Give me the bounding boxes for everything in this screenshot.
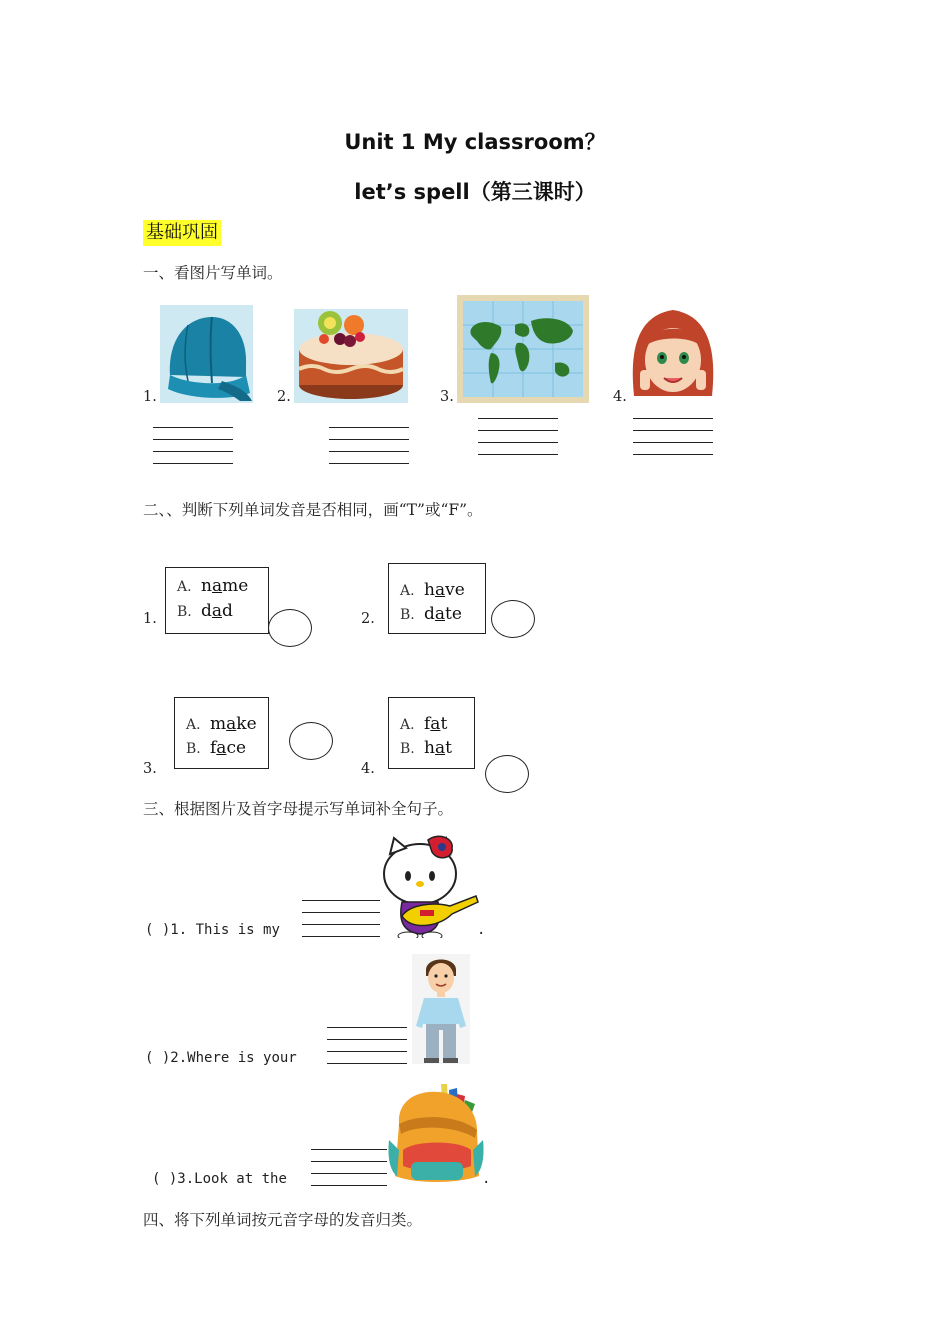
- option-a: A. fat: [400, 714, 448, 734]
- option-b: B. face: [186, 738, 247, 758]
- world-map-icon: [457, 295, 589, 403]
- answer-circle[interactable]: [268, 609, 312, 647]
- answer-circle[interactable]: [491, 600, 535, 638]
- s2-item-number: 2.: [361, 611, 375, 627]
- boy-figure-icon: [412, 954, 470, 1064]
- page-title: Unit 1 My classroom？: [344, 130, 606, 154]
- word-pair-box: [174, 697, 269, 769]
- answer-circle[interactable]: [485, 755, 529, 793]
- sentence-3: ( )3.Look at the: [152, 1171, 287, 1187]
- answer-lines[interactable]: [329, 427, 409, 464]
- sentence-2: ( )2.Where is your: [145, 1050, 297, 1066]
- answer-lines[interactable]: [302, 900, 380, 937]
- s1-item-number: 2.: [277, 389, 291, 405]
- fruit-cake-icon: [294, 309, 408, 403]
- s1-item-number: 1.: [143, 389, 157, 405]
- option-a: A. name: [177, 576, 249, 596]
- s2-item-number: 3.: [143, 761, 157, 777]
- word-pair-box: [388, 563, 486, 634]
- s2-item-number: 4.: [361, 761, 375, 777]
- section3-heading: 三、根据图片及首字母提示写单词补全句子。: [143, 800, 454, 818]
- page-subtitle: let’s spell（第三课时）: [354, 180, 596, 204]
- option-b: B. dad: [177, 601, 233, 621]
- highlight-label: 基础巩固: [143, 220, 221, 246]
- blue-cap-icon: [160, 305, 253, 403]
- answer-lines[interactable]: [478, 418, 558, 455]
- section2-heading: 二、、判断下列单词发音是否相同，画“T”或“F”。: [143, 501, 483, 519]
- section4-heading: 四、将下列单词按元音字母的发音归类。: [143, 1211, 423, 1229]
- s1-item-number: 4.: [613, 389, 627, 405]
- s2-item-number: 1.: [143, 611, 157, 627]
- answer-lines[interactable]: [633, 418, 713, 455]
- answer-circle[interactable]: [289, 722, 333, 760]
- answer-lines[interactable]: [327, 1027, 407, 1064]
- option-b: B. hat: [400, 738, 452, 758]
- option-a: A. make: [186, 714, 257, 734]
- schoolbag-icon: [387, 1080, 485, 1186]
- option-a: A. have: [400, 580, 465, 600]
- word-pair-box: [165, 567, 269, 634]
- sentence-end: .: [477, 922, 486, 938]
- girl-face-icon: [630, 306, 716, 402]
- option-b: B. date: [400, 604, 462, 624]
- section1-heading: 一、看图片写单词。: [143, 264, 283, 282]
- word-pair-box: [388, 697, 475, 769]
- s1-item-number: 3.: [440, 389, 454, 405]
- answer-lines[interactable]: [311, 1149, 387, 1186]
- hello-kitty-guitar-icon: [380, 832, 480, 938]
- answer-lines[interactable]: [153, 427, 233, 464]
- sentence-1: ( )1. This is my: [145, 922, 280, 938]
- sentence-end: .: [482, 1171, 491, 1187]
